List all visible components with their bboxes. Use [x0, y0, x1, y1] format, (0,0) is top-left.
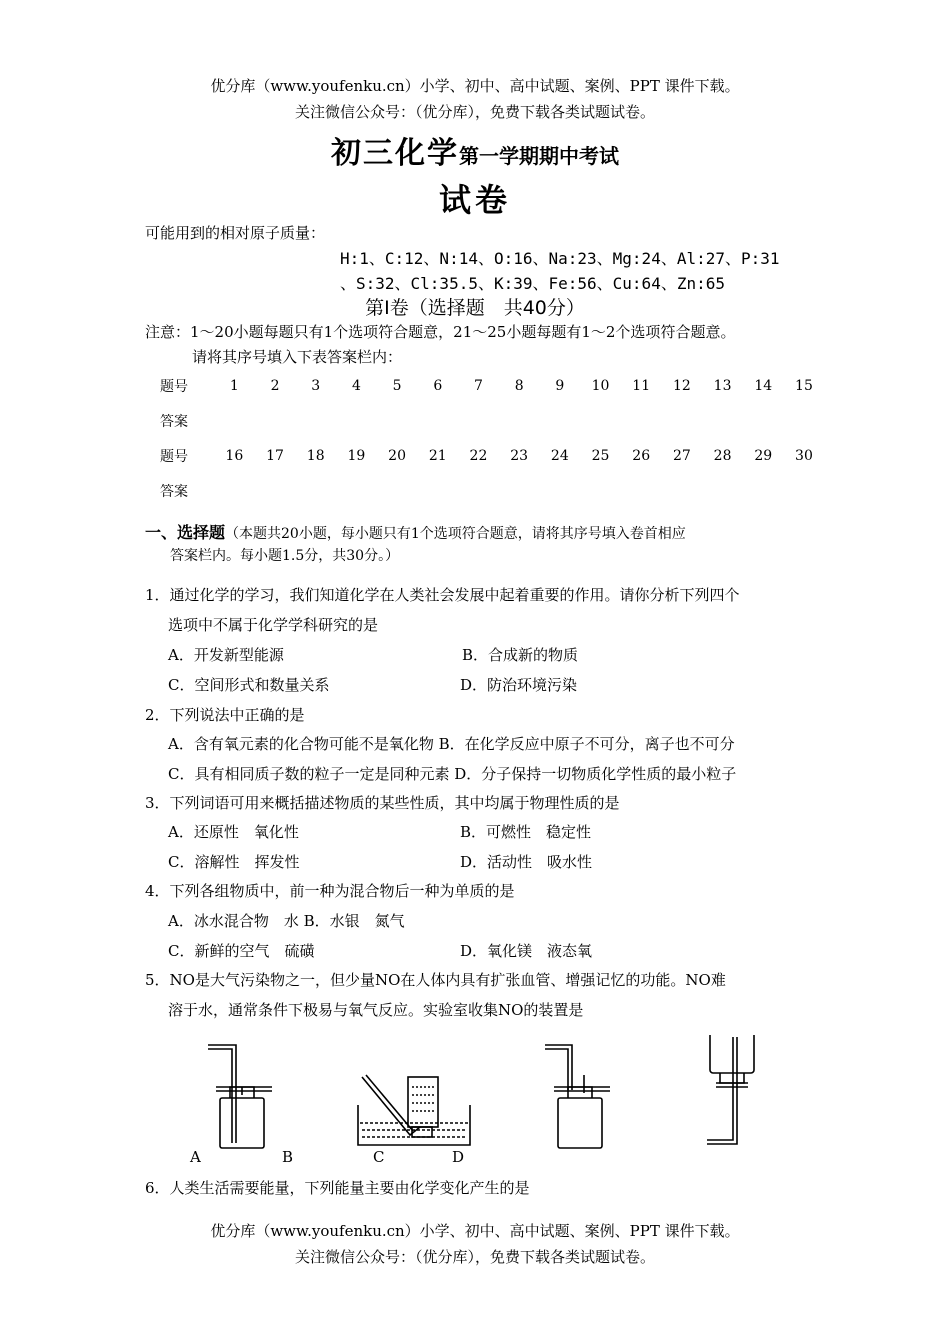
answer-cell[interactable] [336, 473, 377, 508]
qnum-cell: 28 [713, 447, 732, 464]
answer-cell[interactable] [662, 403, 703, 438]
apparatus-a-bottle [208, 1045, 272, 1148]
q1-stem-2: 选项中不属于化学学科研究的是 [168, 616, 379, 634]
qnum-cell: 2 [270, 377, 280, 394]
answer-cell[interactable] [417, 473, 458, 508]
answer-cell[interactable] [255, 403, 296, 438]
page-title-line2: 试卷 [438, 181, 511, 219]
section1-heading [145, 520, 686, 543]
answer-cell[interactable] [214, 403, 255, 438]
q3-option-c[interactable]: C．溶解性 挥发性 [168, 853, 300, 871]
q4-option-d[interactable]: D．氧化镁 液态氧 [460, 942, 593, 960]
answer-table [150, 368, 824, 508]
qnum-cell: 9 [555, 377, 565, 394]
notice-line-1: 注意：1～20小题每题只有1个选项符合题意，21～25小题每题有1～2个选项符合题意。 [145, 323, 736, 341]
table-label-answer: 答案 [160, 483, 188, 500]
qnum-cell: 6 [433, 377, 443, 394]
header-line-1: 优分库（www.youfenku.cn）小学、初中、高中试题、案例、PPT 课件下载。 [210, 77, 740, 95]
apparatus-label-b: B [282, 1148, 294, 1166]
qnum-cell: 18 [306, 447, 325, 464]
answer-cell[interactable] [458, 403, 499, 438]
section1-title: 一、选择题 [145, 523, 226, 542]
q1-option-b[interactable]: B．合成新的物质 [462, 646, 579, 664]
qnum-cell: 10 [591, 377, 610, 394]
q4-stem: 4．下列各组物质中，前一种为混合物后一种为单质的是 [145, 882, 515, 900]
answer-cell[interactable] [540, 403, 581, 438]
answer-cell[interactable] [702, 473, 743, 508]
part1-title: 第Ⅰ卷（选择题 共40分） [365, 297, 585, 319]
apparatus-label-d: D [452, 1148, 465, 1166]
q1-option-a[interactable]: A．开发新型能源 [168, 646, 284, 664]
q1-stem-1: 1．通过化学的学习，我们知道化学在人类社会发展中起着重要的作用。请你分析下列四个 [145, 586, 740, 604]
q1-option-d[interactable]: D．防治环境污染 [460, 676, 578, 694]
qnum-cell: 29 [754, 447, 773, 464]
q5-stem-2: 溶于水，通常条件下极易与氧气反应。实验室收集NO的装置是 [168, 1001, 584, 1019]
answer-cell[interactable] [784, 473, 825, 508]
answer-cell[interactable] [377, 403, 418, 438]
qnum-cell: 11 [632, 377, 651, 394]
answer-cell[interactable] [662, 473, 703, 508]
q3-stem: 3．下列词语可用来概括描述物质的某些性质，其中均属于物理性质的是 [145, 794, 620, 812]
answer-cell[interactable] [540, 473, 581, 508]
qnum-cell: 1 [229, 377, 239, 394]
qnum-cell: 7 [474, 377, 483, 394]
apparatus-label-a: A [190, 1148, 201, 1166]
answer-cell[interactable] [784, 403, 825, 438]
q2-options-cd[interactable]: C．具有相同质子数的粒子一定是同种元素 D．分子保持一切物质化学性质的最小粒子 [168, 765, 737, 783]
q4-options-ab[interactable]: A．冰水混合物 水 B．水银 氮气 [168, 912, 405, 930]
answer-cell[interactable] [580, 403, 621, 438]
atomic-mass-line-1: H:1、C:12、N:14、O:16、Na:23、Mg:24、Al:27、P:31 [340, 249, 780, 268]
qnum-cell: 26 [632, 447, 651, 464]
answer-cell[interactable] [743, 473, 784, 508]
table-label-qnum: 题号 [160, 378, 188, 395]
answer-table-row-answer-2 [150, 473, 824, 508]
title-sub: 第一学期期中考试 [459, 144, 619, 168]
qnum-cell: 24 [550, 447, 569, 464]
q2-stem: 2．下列说法中正确的是 [145, 706, 305, 724]
qnum-cell: 23 [510, 447, 529, 464]
section1-note-2: 答案栏内。每小题1.5分，共30分。） [170, 548, 400, 564]
footer-line-1: 优分库（www.youfenku.cn）小学、初中、高中试题、案例、PPT 课件下载。 [210, 1222, 740, 1240]
qnum-cell: 13 [713, 377, 732, 394]
answer-cell[interactable] [336, 403, 377, 438]
qnum-cell: 3 [311, 377, 321, 394]
qnum-cell: 17 [266, 447, 284, 464]
q5-stem-1: 5．NO是大气污染物之一，但少量NO在人体内具有扩张血管、增强记忆的功能。NO难 [145, 971, 726, 989]
q3-option-a[interactable]: A．还原性 氧化性 [168, 823, 299, 841]
apparatus-inverted-bottle [707, 1035, 754, 1144]
answer-cell[interactable] [621, 473, 662, 508]
table-label-answer: 答案 [160, 413, 188, 430]
answer-table-row-answer-1 [150, 403, 824, 438]
title-main: 初三化学 [331, 136, 459, 171]
answer-cell[interactable] [255, 473, 296, 508]
footer-line-2: 关注微信公众号：（优分库），免费下载各类试题试卷。 [294, 1248, 655, 1266]
answer-cell[interactable] [214, 473, 255, 508]
qnum-cell: 20 [388, 447, 406, 464]
qnum-cell: 27 [672, 447, 691, 464]
answer-cell[interactable] [621, 403, 662, 438]
apparatus-c-trough [358, 1075, 470, 1145]
q1-option-c[interactable]: C．空间形式和数量关系 [168, 676, 330, 694]
q3-option-b[interactable]: B．可燃性 稳定性 [460, 823, 592, 841]
answer-cell[interactable] [417, 403, 458, 438]
apparatus-label-c: C [373, 1148, 385, 1166]
section1-note-1: （本题共20小题，每小题只有1个选项符合题意，请将其序号填入卷首相应 [225, 526, 686, 542]
q4-option-c[interactable]: C．新鲜的空气 硫磺 [168, 942, 315, 960]
qnum-cell: 21 [428, 447, 447, 464]
answer-cell[interactable] [295, 473, 336, 508]
qnum-cell: 15 [795, 377, 813, 394]
qnum-cell: 12 [672, 377, 691, 394]
q2-options-ab[interactable]: A．含有氧元素的化合物可能不是氧化物 B．在化学反应中原子不可分，离子也不可分 [168, 735, 735, 753]
answer-cell[interactable] [458, 473, 499, 508]
answer-cell[interactable] [702, 403, 743, 438]
answer-cell[interactable] [580, 473, 621, 508]
gas-collection-apparatus-figure [180, 1035, 760, 1150]
q3-option-d[interactable]: D．活动性 吸水性 [460, 853, 593, 871]
q6-stem: 6．人类生活需要能量，下列能量主要由化学变化产生的是 [145, 1179, 530, 1197]
qnum-cell: 16 [225, 447, 244, 464]
atomic-mass-line-2: 、S:32、Cl:35.5、K:39、Fe:56、Cu:64、Zn:65 [340, 274, 725, 293]
atomic-mass-label: 可能用到的相对原子质量： [145, 224, 326, 242]
answer-table-row-qnum-2 [150, 438, 824, 473]
answer-cell[interactable] [743, 403, 784, 438]
apparatus-d-bottle [545, 1045, 610, 1148]
qnum-cell: 4 [351, 377, 361, 394]
header-line-2: 关注微信公众号：（优分库），免费下载各类试题试卷。 [294, 103, 655, 121]
qnum-cell: 25 [591, 447, 610, 464]
page-title [0, 128, 950, 172]
qnum-cell: 19 [347, 447, 366, 464]
answer-cell[interactable] [499, 403, 540, 438]
qnum-cell: 8 [514, 377, 524, 394]
qnum-cell: 22 [469, 447, 488, 464]
qnum-cell: 30 [795, 447, 813, 464]
qnum-cell: 14 [754, 377, 773, 394]
answer-table-row-qnum-1 [150, 368, 824, 403]
answer-cell[interactable] [295, 403, 336, 438]
answer-cell[interactable] [377, 473, 418, 508]
table-label-qnum: 题号 [160, 448, 188, 465]
qnum-cell: 5 [392, 377, 402, 394]
answer-cell[interactable] [499, 473, 540, 508]
notice-line-2: 请将其序号填入下表答案栏内： [192, 348, 403, 366]
